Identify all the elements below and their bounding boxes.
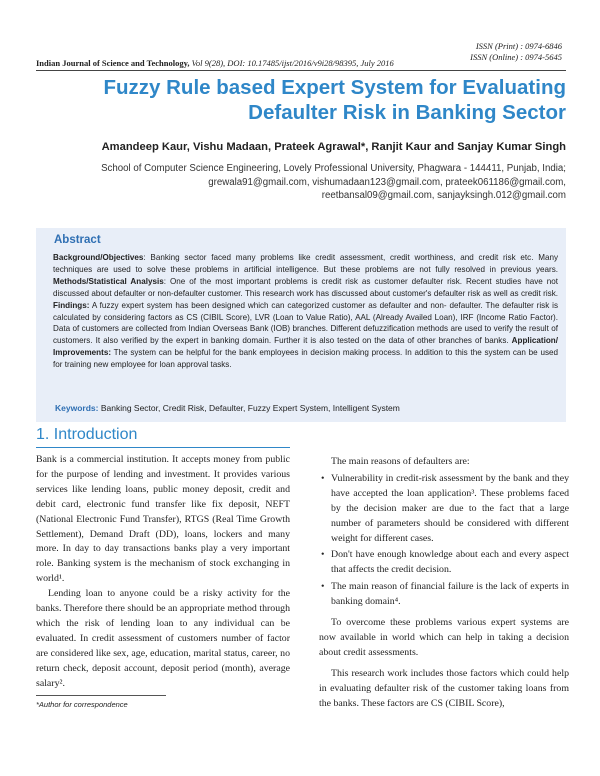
author-emails-2: reetbansal09@gmail.com, sanjayksingh.012@gmail.com — [321, 190, 566, 201]
author-list: Amandeep Kaur, Vishu Madaan, Prateek Agrawal*, Ranjit Kaur and Sanjay Kumar Singh — [101, 141, 566, 153]
application-text: The system can be helpful for the bank employees in decision making process. In addition to this the system can be used for training new employee for loan approval tasks. — [53, 348, 558, 370]
abstract-box — [36, 228, 566, 422]
keywords — [55, 403, 566, 413]
findings-text: A fuzzy expert system has been designed which can categorized customer as defaulter and non- defaulter. The defaulter risk is calculated by considering factors as CS (CIBIL Score), LVR (Loan to Value Ratio), AAL (Already Availed Loan), IRF (Income Ratio Factor). Data of customers are collected from Indian Overseas Bank (IOB) branches. Different defuzzification methods are used to verify the result of customers. It also verified by the expert in banking domain. Further it is also tested on the data of other branches of banks. — [53, 300, 558, 346]
footnote: *Author for correspondence — [36, 700, 128, 709]
paragraph: Bank is a commercial institution. It accepts money from public for the purpose of lending and investment. It provides various services like lending loans, public money deposit, credit and debit card, electronic fund transfer like fix deposit, NEFT (National Electronic Fund Transfer), RTGS (Real Time Growth Settlement), Demand Draft (DD), loans, lockers and many more. In day to day transactions banks play a very important role. Banking system is the mechanism of stock exchanging in world¹. — [36, 454, 290, 585]
defaulter-reasons-list — [319, 472, 569, 610]
section-heading: 1. Introduction — [36, 426, 138, 443]
issn-block — [470, 41, 562, 62]
keywords-text: Banking Sector, Credit Risk, Defaulter, Fuzzy Expert System, Intelligent System — [98, 403, 400, 413]
header-divider — [36, 70, 566, 71]
affiliation-line: School of Computer Science Engineering, Lovely Professional University, Phagwara - 144411, Punjab, India; — [101, 163, 566, 174]
objectives-label: Background/Objectives — [53, 253, 144, 262]
journal-citation — [36, 58, 394, 68]
paragraph: The main reasons of defaulters are: — [331, 456, 470, 467]
list-item: • Vulnerability in credit-risk assessment by the bank and they have accepted the loan application³. These problems faced by the decision maker are due to the fact that a large number of parameters should be considered with different weight for different cases. — [331, 472, 569, 547]
methods-label: Methods/Statistical Analysis — [53, 276, 164, 286]
application-label: Application/ Improvements: — [53, 336, 558, 358]
list-item: • Don't have enough knowledge about each and every aspect that affects the credit decision. — [331, 548, 569, 578]
issn-online: ISSN (Online) : 0974-5645 — [470, 51, 562, 62]
journal-name: Indian Journal of Science and Technology, — [36, 58, 190, 68]
abstract-body — [53, 252, 558, 371]
left-column — [36, 453, 290, 692]
objectives-text: : Banking sector faced many problems like credit assessment, credit worthiness, and credit risk etc. Many techniques are used to solve these problems in artificial intelligence. But these problems are not fully resolved in previous years. — [53, 253, 558, 274]
issn-print: ISSN (Print) : 0974-6846 — [475, 41, 562, 51]
footnote-divider — [36, 695, 166, 696]
paragraph: To overcome these problems various expert systems are now available in world which can help in taking a decision about credit assessments. — [319, 617, 569, 658]
paragraph: Lending loan to anyone could be a risky activity for the banks. Therefore there should be an appropriate method through which the risk of lending loan to any individual can be evaluated. In credit assessment of customers number of factor are considered like sex, age, education, marital status, career, no return check, deposit account, deposit period (month), average salary². — [36, 588, 290, 689]
paragraph: This research work includes those factors which could help in evaluating defaulter risk of the customer taking loans from the banks. These factors are CS (CIBIL Score), — [319, 667, 569, 709]
keywords-label: Keywords: — [55, 403, 99, 413]
affiliation — [40, 162, 566, 203]
paper-title: Fuzzy Rule based Expert System for Evaluating Defaulter Risk in Banking Sector — [103, 76, 566, 124]
journal-meta: Vol 9(28), DOI: 10.17485/ijst/2016/v9i28/98395, July 2016 — [189, 58, 394, 68]
abstract-heading: Abstract — [54, 234, 101, 246]
methods-text: : One of the most important problems is credit risk as customer defaulter risk. Recent studies have not discussed about defaulter or non-defaulter customer. This research work has discussed about customer's defaulter risk as well as credit risk. — [53, 276, 558, 298]
author-emails: grewala91@gmail.com, vishumadaan123@gmail.com, prateek061186@gmail.com, — [208, 176, 566, 188]
findings-label: Findings: — [53, 300, 90, 310]
section-underline — [36, 447, 290, 448]
right-column — [319, 455, 569, 712]
list-item: • The main reason of financial failure is the lack of experts in banking domain⁴. — [331, 580, 569, 610]
